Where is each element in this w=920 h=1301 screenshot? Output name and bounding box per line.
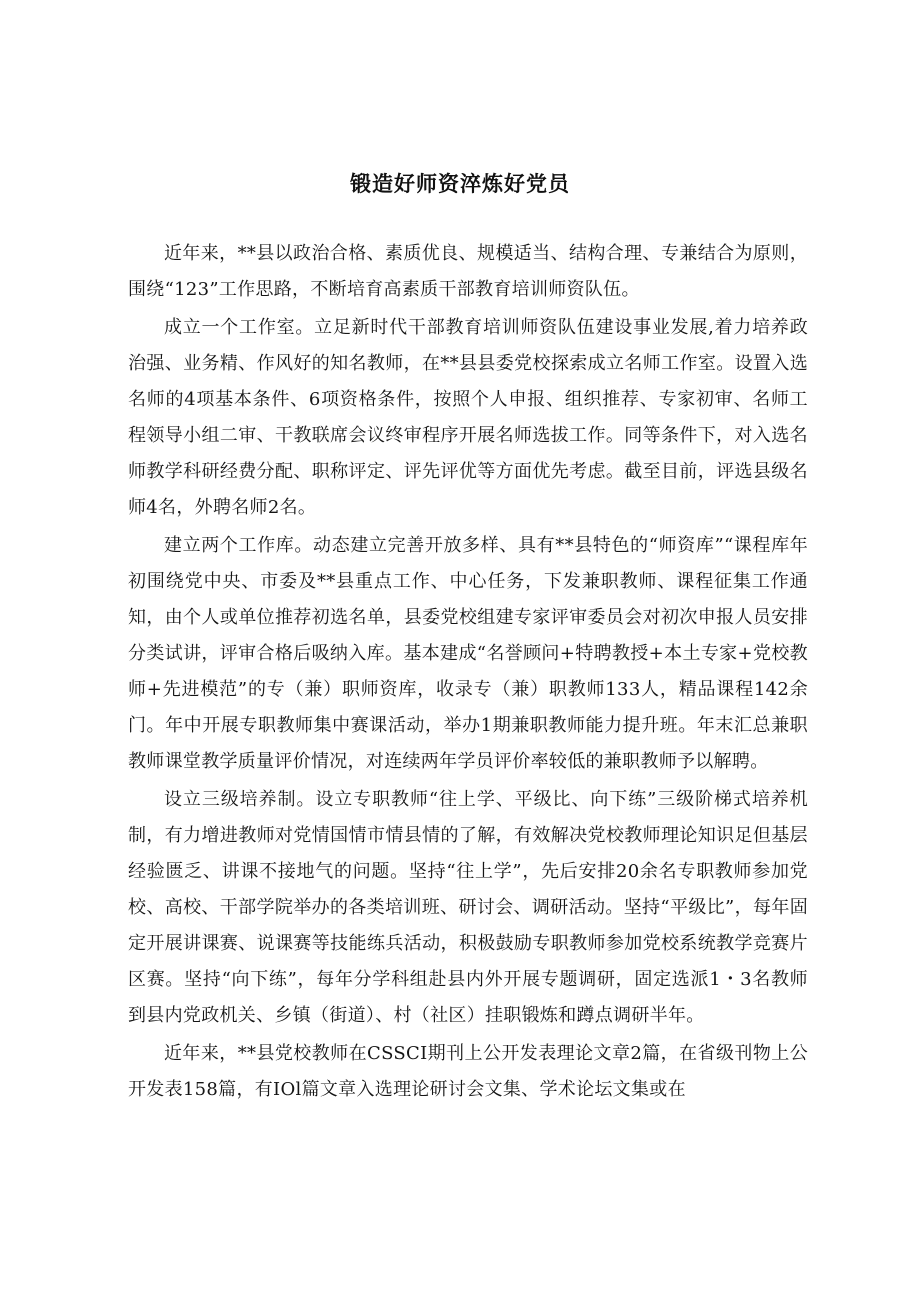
training-paragraph: 设立三级培养制。设立专职教师“往上学、平级比、向下练”三级阶梯式培养机制，有力增进教师对党情国情市情县情的了解，有效解决党校教师理论知识足但基层经验匮乏、讲课不接地气的问题。坚持“往上学”，先后安排20余名专职教师参加党校、高校、干部学院举办的各类培训班、研讨会、调研活动。坚持“平级比”，每年固定开展讲课赛、说课赛等技能练兵活动，积极鼓励专职教师参加党校系统教学竞赛片区赛。坚持“向下练”，每年分学科组赴县内外开展专题调研，固定选派1・3名教师到县内党政机关、乡镇（街道）、村（社区）挂职锻炼和蹲点调研半年。 — [128, 789, 808, 1026]
document-title: 锻造好师资淬炼好党员 — [350, 172, 570, 196]
results-paragraph: 近年来，**县党校教师在CSSCI期刊上公开发表理论文章2篇，在省级刊物上公开发表158篇，有IOl篇文章入选理论研讨会文集、学术论坛文集或在 — [128, 1043, 808, 1100]
workshop-paragraph: 成立一个工作室。立足新时代干部教育培训师资队伍建设事业发展,着力培养政治强、业务精、作风好的知名教师，在**县县委党校探索成立名师工作室。设置入选名师的4项基本条件、6项资格条件，按照个人申报、组织推荐、专家初审、名师工程领导小组二审、干教联席会议终审程序开展名师选拔工作。同等条件下，对入选名师教学科研经费分配、职称评定、评先评优等方面优先考虑。截至目前，评选县级名师4名，外聘名师2名。 — [128, 317, 808, 518]
document-body — [128, 236, 808, 1110]
intro-paragraph: 近年来，**县以政治合格、素质优良、规模适当、结构合理、专兼结合为原则，围绕“123”工作思路，不断培育高素质干部教育培训师资队伍。 — [128, 243, 808, 300]
database-paragraph: 建立两个工作库。动态建立完善开放多样、具有**县特色的“师资库”“课程库年初围绕党中央、市委及**县重点工作、中心任务，下发兼职教师、课程征集工作通知，由个人或单位推荐初选名单，县委党校组建专家评审委员会对初次申报人员安排分类试讲，评审合格后吸纳入库。基本建成“名誉顾问+特聘教授+本土专家+党校教师+先进模范”的专（兼）职师资库，收录专（兼）职教师133人，精品课程142余门。年中开展专职教师集中赛课活动，举办1期兼职教师能力提升班。年末汇总兼职教师课堂教学质量评价情况，对连续两年学员评价率较低的兼职教师予以解聘。 — [128, 535, 808, 772]
